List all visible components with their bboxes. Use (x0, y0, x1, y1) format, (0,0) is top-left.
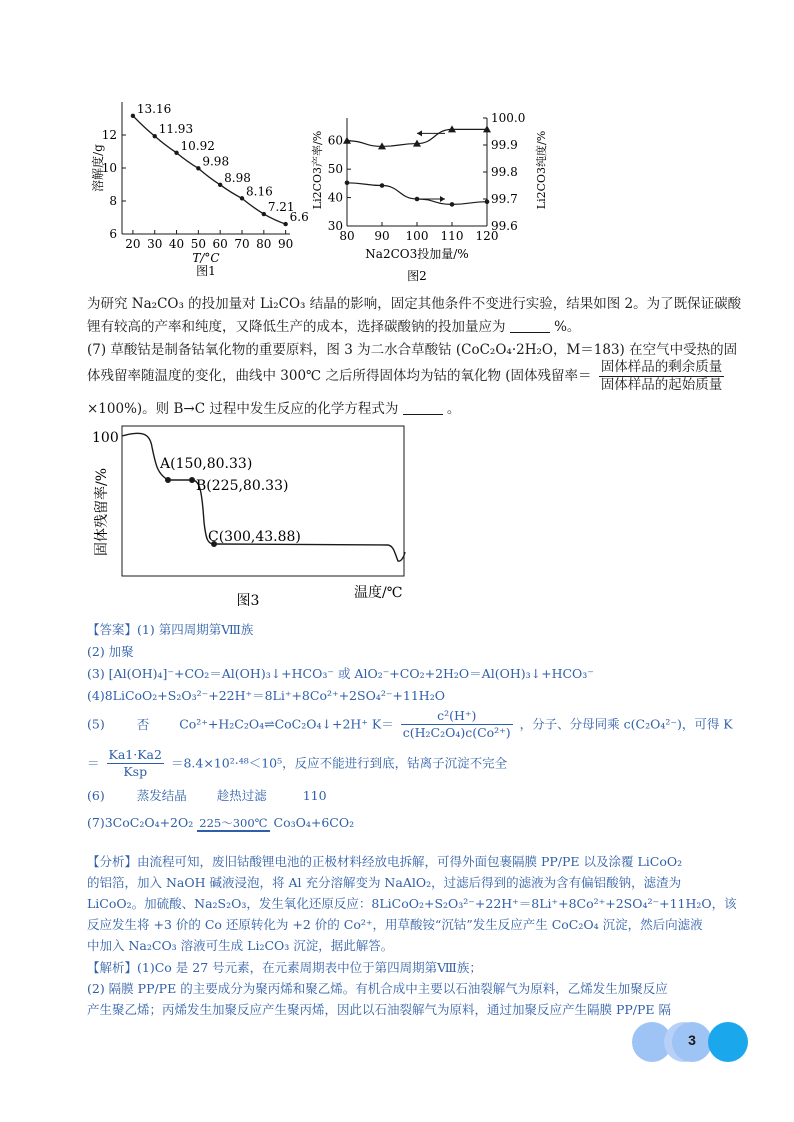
fig1-data-point (196, 166, 200, 170)
analysis-line-1 (87, 853, 682, 870)
fig1-x-tick-label: 40 (168, 237, 185, 251)
fig2-ylabel-right: Li2CO3纯度/% (535, 130, 548, 210)
explain-text-1: (1)Co 是 27 号元素，在元素周期表中位于第四周期第Ⅷ族； (137, 960, 482, 975)
ksp: Ksp (123, 764, 148, 779)
reaction-condition: 225～300℃ (199, 816, 268, 830)
fig2-purity-circle-marker (345, 181, 350, 186)
fig1-x-tick-label: 90 (277, 237, 294, 251)
fig2-right-tick-label: 100.0 (491, 111, 526, 125)
answer-blank-equation (403, 401, 443, 415)
fig1-data-label: 6.6 (289, 210, 309, 225)
fig1-data-label: 8.98 (224, 170, 251, 185)
analysis-line-2: 的铝箔，加入 NaOH 碱液浸泡，将 Al 充分溶解变为 NaAlO₂，过滤后得到的滤液为含有偏铝酸钠，滤渣为 (87, 875, 682, 890)
fig1-x-tick-label: 50 (190, 237, 207, 251)
fraction-denominator: 固体样品的起始质量 (600, 377, 723, 393)
explain-line-1 (87, 959, 482, 976)
k-numerator: c²(H⁺) (401, 708, 513, 725)
analysis-text-1: 由流程可知，废旧钴酸锂电池的正极材料经放电拆解，可得外面包裹隔膜 PP/PE 以及涂覆 LiCoO₂ (137, 854, 683, 869)
fig1-data-point (153, 134, 157, 138)
answer-6-value: 110 (302, 788, 327, 803)
explain-line-2: (2) 隔膜 PP/PE 的主要成分为聚丙烯和聚乙烯。有机合成中主要以石油裂解气为原料，乙烯发生加聚反应 (87, 981, 668, 996)
fig2-right-tick-label: 99.8 (491, 165, 518, 179)
fraction-numerator: 固体样品的剩余质量 (600, 359, 723, 375)
analysis-line-3: LiCoO₂。加硫酸、Na₂S₂O₃，发生氧化还原反应：8LiCoO₂+S₂O₃²⁻+22H⁺＝8Li⁺+8Co²⁺+2SO₄²⁻+11H₂O，该 (87, 896, 737, 911)
answer-5-equation: Co²⁺+H₂C₂O₄⇌CoC₂O₄↓+2H⁺ K＝ (179, 716, 394, 732)
fig1-x-tick-label: 20 (125, 237, 141, 251)
question-line-2-unit: %。 (554, 319, 581, 335)
fig2-arrow-right-head (440, 196, 445, 202)
k-ratio-fraction (107, 747, 164, 780)
fig3-xlabel: 温度/℃ (354, 585, 403, 601)
residual-rate-fraction (599, 359, 725, 394)
question-line-2-text: 锂有较高的产率和纯度，又降低生产的成本，选择碳酸钠的投加量应为 (87, 319, 506, 335)
answer-2: (2) 加聚 (87, 644, 134, 659)
question-line-5-text: ×100%)。则 B→C 过程中发生反应的化学方程式为 (87, 401, 399, 417)
answer-6-filter: 趁热过滤 (216, 788, 267, 803)
fig2-x-tick-label: 90 (374, 229, 390, 243)
fig2-x-tick-label: 120 (475, 229, 499, 243)
figure-3-chart (88, 422, 418, 610)
question-line-1: 为研究 Na₂CO₃ 的投加量对 Li₂CO₃ 结晶的影响，固定其他条件不变进行实验，结果如图 2。为了既保证碳酸 (87, 296, 742, 312)
fig2-arrow-left-head (417, 130, 422, 136)
fig1-y-tick-label: 12 (101, 128, 117, 142)
answer-heading: 【答案】 (87, 622, 138, 637)
question-line-4 (87, 359, 727, 394)
answer-5b-eq: ＝ (87, 755, 100, 771)
page-number-badge (632, 1022, 748, 1062)
fig2-left-tick-label: 50 (327, 162, 343, 177)
question-line-3: (7) 草酸钴是制备钴氧化物的重要原料，图 3 为二水合草酸钴 (CoC₂O₄·2H₂O，M＝183) 在空气中受热的固 (87, 342, 738, 358)
fig2-x-tick-label: 110 (440, 229, 464, 243)
answer-blank-dosage (510, 319, 550, 333)
fig1-x-tick-label: 30 (147, 237, 163, 251)
answer-5 (87, 708, 733, 741)
fig2-x-tick-label: 80 (339, 229, 355, 243)
fig2-right-tick-label: 99.7 (491, 192, 518, 206)
fig1-xlabel: T/°C (192, 251, 220, 265)
fig2-x-tick-label: 100 (405, 229, 429, 243)
fig1-x-tick-label: 80 (256, 237, 272, 251)
fig2-left-tick-label: 60 (327, 133, 343, 148)
fig2-left-tick-label: 40 (327, 190, 343, 205)
fig1-data-label: 13.16 (136, 101, 172, 116)
answer-7-products: Co₃O₄+6CO₂ (273, 815, 355, 830)
fig1-data-point (240, 196, 244, 200)
answer-3: (3) [Al(OH)₄]⁻+CO₂＝Al(OH)₃↓+HCO₃⁻ 或 AlO₂⁻+CO₂+2H₂O＝Al(OH)₃↓+HCO₃⁻ (87, 666, 594, 681)
answer-5-label: (5) (87, 716, 105, 732)
fig1-data-label: 11.93 (158, 122, 194, 137)
fig2-purity-circle-marker (380, 183, 385, 188)
fig1-ylabel: 溶解度/g (91, 144, 105, 192)
fig1-solubility-curve (133, 116, 286, 224)
answer-5-tail: ，分子、分母同乘 c(C₂O₄²⁻)，可得 K (519, 716, 733, 732)
fig1-data-point (131, 114, 135, 118)
question-line-5 (87, 400, 460, 418)
answer-7 (87, 810, 354, 832)
answer-6-evaporate: 蒸发结晶 (136, 788, 187, 803)
explain-heading: 【解析】 (87, 960, 138, 975)
fig1-x-tick-label: 60 (212, 237, 228, 251)
fig2-purity-circle-marker (450, 202, 455, 207)
point-b-label: B(225,80.33) (196, 478, 289, 494)
k-denominator: c(H₂C₂O₄)c(Co²⁺) (402, 725, 511, 740)
fig2-left-tick-label: 30 (327, 219, 343, 233)
answer-1: (1) 第四周期第Ⅷ族 (137, 622, 254, 637)
answer-5b-tail: ＝8.4×10²·⁴⁸＜10⁵，反应不能进行到底，钴离子沉淀不完全 (170, 755, 508, 771)
fig1-y-tick-label: 10 (101, 161, 117, 175)
fig2-right-tick-label: 99.9 (491, 138, 518, 152)
answer-6 (87, 787, 327, 804)
fig2-purity-circle-marker (485, 199, 490, 204)
answer-line-1 (87, 621, 253, 638)
fig1-data-label: 9.98 (202, 154, 230, 169)
fig2-right-tick-label: 99.6 (491, 219, 518, 233)
page-number: 3 (688, 1032, 696, 1048)
answer-4: (4)8LiCoO₂+S₂O₃²⁻+22H⁺＝8Li⁺+8Co²⁺+2SO₄²⁻+11H₂O (87, 688, 445, 703)
point-b-marker (189, 477, 195, 483)
badge-dark-circle (708, 1022, 748, 1062)
fig3-caption: 图3 (236, 593, 260, 609)
answer-5-continued (87, 747, 507, 780)
fig1-data-point (262, 212, 266, 216)
fig1-data-point (174, 151, 178, 155)
point-a-marker (165, 477, 171, 483)
fig1-x-tick-label: 70 (234, 237, 250, 251)
answer-5-no: 否 (136, 716, 150, 732)
explain-line-3: 产生聚乙烯；丙烯发生加聚反应产生聚丙烯，因此以石油裂解气为原料，通过加聚反应产生隔膜 PP/PE 隔 (87, 1002, 672, 1017)
answer-7-reactants: (7)3CoC₂O₄+2O₂ (87, 815, 194, 830)
point-a-label: A(150,80.33) (160, 456, 253, 472)
figure-1-chart (80, 92, 309, 282)
analysis-line-5: 中加入 Na₂CO₃ 溶液可生成 Li₂CO₃ 沉淀，据此解答。 (87, 938, 394, 953)
figure-2-chart (305, 100, 555, 290)
question-line-2 (87, 318, 580, 336)
fig1-data-point (218, 183, 222, 187)
fig2-ylabel-left: Li2CO3产率/% (311, 130, 324, 210)
fig1-caption: 图1 (196, 264, 216, 278)
fig2-xlabel: Na2CO3投加量/% (365, 247, 469, 261)
answer-6-label: (6) (87, 788, 105, 803)
fig1-y-tick-label: 8 (109, 194, 117, 208)
fig3-ylabel: 固体残留率/% (94, 467, 110, 557)
question-line-4-text: 体残留率随温度的变化，曲线中 300℃ 之后所得固体均为钴的氧化物 (固体残留率＝ (87, 368, 592, 384)
question-line-5-end: 。 (446, 401, 461, 417)
analysis-line-4: 反应发生将 +3 价的 Co 还原转化为 +2 价的 Co²⁺，用草酸铵“沉钴”发生反应产生 CoC₂O₄ 沉淀，然后向滤液 (87, 917, 703, 932)
fig1-data-label: 10.92 (180, 138, 215, 153)
fig2-caption: 图2 (407, 269, 427, 283)
fig1-data-label: 7.21 (267, 200, 295, 215)
equilibrium-constant-fraction (401, 708, 513, 741)
point-c-label: C(300,43.88) (208, 529, 301, 545)
fig1-data-label: 8.16 (246, 184, 273, 199)
fig1-data-point (283, 222, 287, 226)
fig1-y-tick-label: 6 (109, 227, 117, 241)
ka-product: Ka1·Ka2 (108, 747, 162, 762)
analysis-heading: 【分析】 (87, 854, 138, 869)
fig3-y-top: 100 (92, 430, 119, 446)
answer-7-condition (197, 816, 269, 832)
